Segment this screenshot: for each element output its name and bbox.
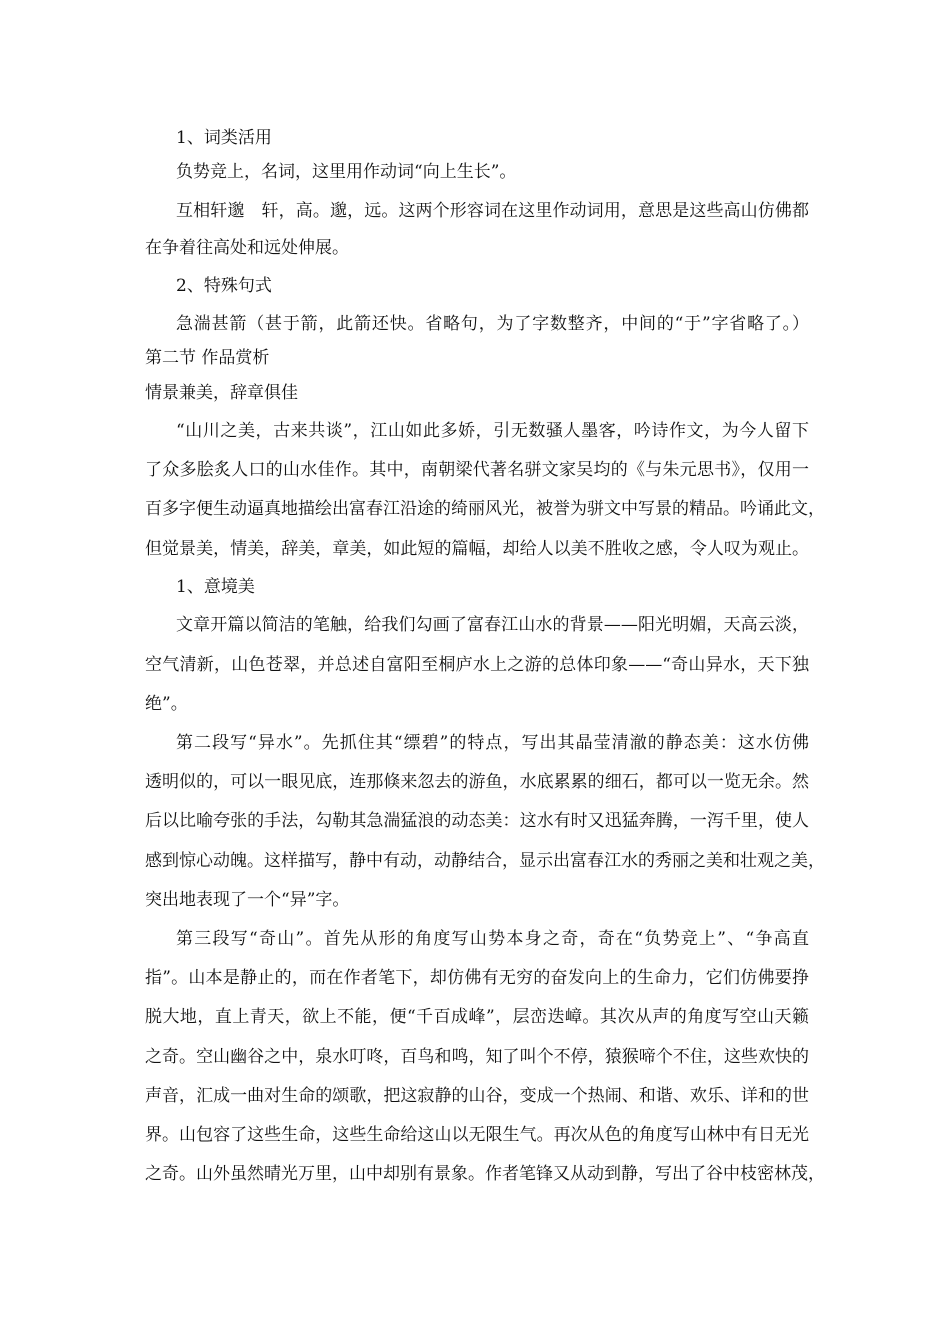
para-a-line3: 绝”。 (145, 694, 188, 714)
heading-word-class: 1、词类活用 (176, 128, 272, 148)
para-b-line1: 第二段写“异水”。先抓住其“缥碧”的特点，写出其晶莹清澈的静态美：这水仿佛 (176, 733, 809, 753)
section-subtitle: 情景兼美，辞章俱佳 (145, 383, 298, 403)
para-c-line7: 之奇。山外虽然晴光万里，山中却别有景象。作者笔锋又从动到静，写出了谷中枝密林茂， (145, 1164, 825, 1184)
section-title: 第二节 作品赏析 (145, 348, 270, 368)
paragraph-xuanmiao-line2: 在争着往高处和远处伸展。 (145, 238, 349, 258)
para-c-line6: 界。山包容了这些生命，这些生命给这山以无限生气。再次从色的角度写山林中有日无光 (145, 1125, 809, 1145)
para-c-line3: 脱大地，直上青天，欲上不能，便“千百成峰”，层峦迭嶂。其次从声的角度写空山天籁 (145, 1007, 809, 1027)
heading-artistic-conception: 1、意境美 (176, 577, 255, 597)
intro-line1: “山川之美，古来共谈”，江山如此多娇，引无数骚人墨客，吟诗作文，为今人留下 (176, 421, 809, 441)
para-c-line4: 之奇。空山幽谷之中，泉水叮咚，百鸟和鸣，知了叫个不停，猿猴啼个不住，这些欢快的 (145, 1047, 809, 1067)
heading-special-sentence: 2、特殊句式 (176, 276, 272, 296)
para-a-line1: 文章开篇以简洁的笔触，给我们勾画了富春江山水的背景——阳光明媚，天高云淡， (176, 615, 809, 635)
para-b-line5: 突出地表现了一个“异”字。 (145, 890, 350, 910)
intro-line4: 但觉景美，情美，辞美，章美，如此短的篇幅，却给人以美不胜收之感，令人叹为观止。 (145, 539, 809, 559)
para-b-line3: 后以比喻夸张的手法，勾勒其急湍猛浪的动态美：这水有时又迅猛奔腾，一泻千里，使人 (145, 811, 809, 831)
para-c-line5: 声音，汇成一曲对生命的颂歌，把这寂静的山谷，变成一个热闹、和谐、欢乐、详和的世 (145, 1086, 809, 1106)
para-b-line2: 透明似的，可以一眼见底，连那倏来忽去的游鱼，水底累累的细石，都可以一览无余。然 (145, 772, 809, 792)
paragraph-xuanmiao-line1: 互相轩邈 轩，高。邈，远。这两个形容词在这里作动词用，意思是这些高山仿佛都 (176, 201, 809, 221)
paragraph-fushi: 负势竞上，名词，这里用作动词“向上生长”。 (176, 162, 517, 182)
para-c-line2: 指”。山本是静止的，而在作者笔下，却仿佛有无穷的奋发向上的生命力，它们仿佛要挣 (145, 968, 809, 988)
intro-line2: 了众多脍炙人口的山水佳作。其中，南朝梁代著名骈文家吴均的《与朱元思书》，仅用一 (145, 460, 809, 480)
para-b-line4: 感到惊心动魄。这样描写，静中有动，动静结合，显示出富春江水的秀丽之美和壮观之美， (145, 851, 825, 871)
paragraph-jituan: 急湍甚箭（甚于箭，此箭还快。省略句，为了字数整齐，中间的“于”字省略了。） (176, 314, 809, 334)
para-a-line2: 空气清新，山色苍翠，并总述自富阳至桐庐水上之游的总体印象——“奇山异水，天下独 (145, 655, 809, 675)
para-c-line1: 第三段写“奇山”。首先从形的角度写山势本身之奇，奇在“负势竞上”、“争高直 (176, 929, 810, 949)
intro-line3: 百多字便生动逼真地描绘出富春江沿途的绮丽风光，被誉为骈文中写景的精品。吟诵此文， (145, 499, 825, 519)
